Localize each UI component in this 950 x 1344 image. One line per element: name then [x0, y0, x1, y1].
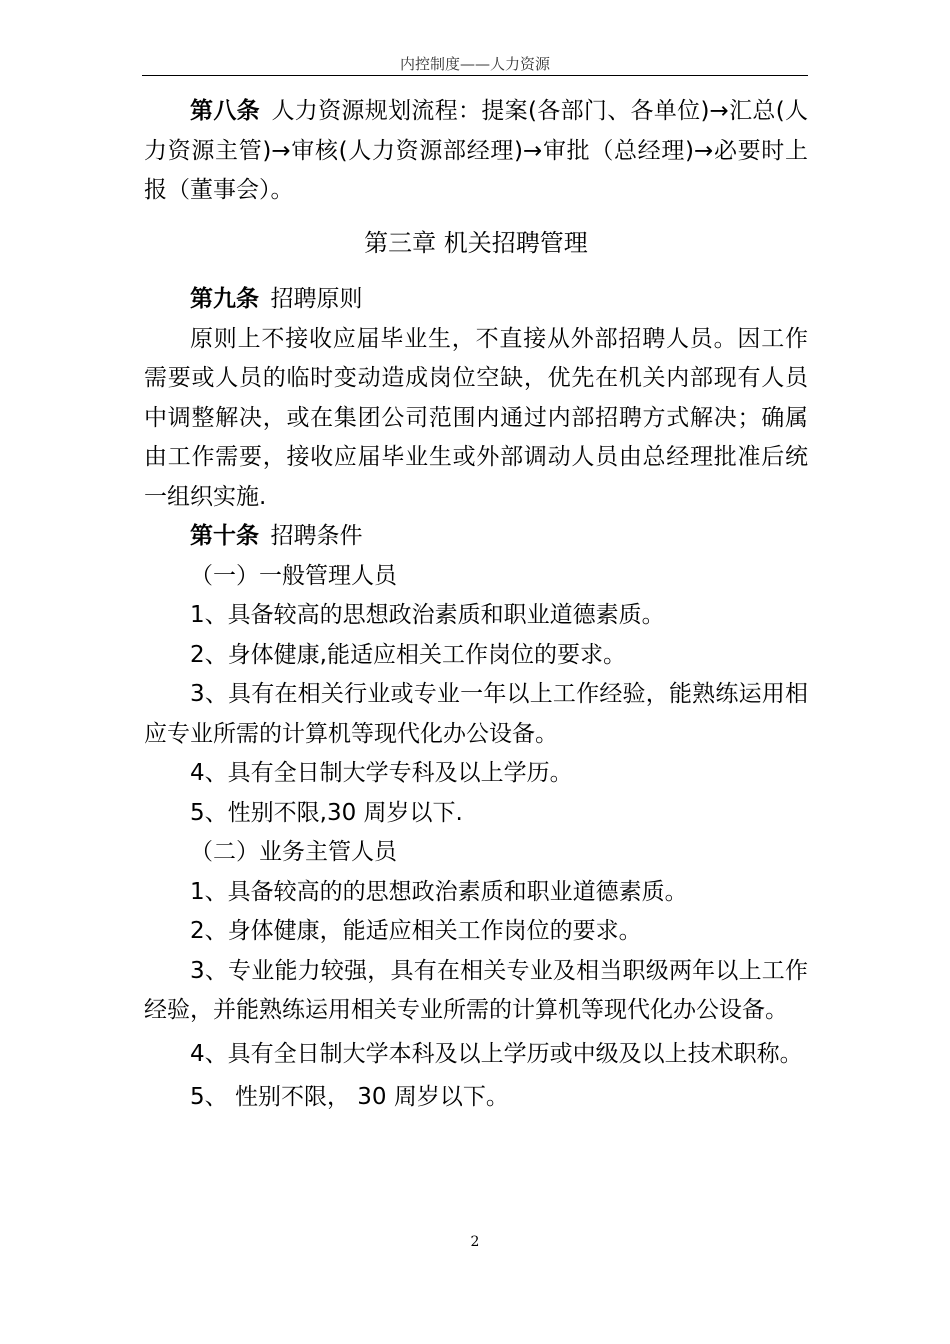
section-2-title: （二）业务主管人员 [190, 839, 397, 865]
header-divider [142, 75, 808, 76]
article-8-number: 第八条 [190, 98, 260, 124]
section-2-item: 2、身体健康，能适应相关工作岗位的要求。 [190, 918, 642, 944]
section-1-item: 2、身体健康,能适应相关工作岗位的要求。 [190, 641, 626, 668]
section-1-item: 5、性别不限,30 周岁以下. [190, 799, 463, 826]
section-2-item: 5、 性别不限， 30 周岁以下。 [190, 1084, 509, 1110]
article-9-body: 原则上不接收应届毕业生，不直接从外部招聘人员。因工作需要或人员的临时变动造成岗位空缺，优先在机关内部现有人员中调整解决，或在集团公司范围内通过内部招聘方式解决；确属由工作需要，接收应届毕业生或外部调动人员由总经理批准后统一组织实施. [144, 325, 808, 510]
article-10-number: 第十条 [190, 523, 259, 549]
section-1-item: 3、具有在相关行业或专业一年以上工作经验，能熟练运用相应专业所需的计算机等现代化办公设备。 [144, 681, 808, 747]
section-2-item: 4、具有全日制大学本科及以上学历或中级及以上技术职称。 [190, 1040, 803, 1067]
section-2-item: 3、专业能力较强，具有在相关专业及相当职级两年以上工作经验，并能熟练运用相关专业所需的计算机等现代化办公设备。 [144, 957, 808, 1023]
page-number: 2 [470, 1234, 480, 1250]
chapter-3-title: 第三章 机关招聘管理 [364, 228, 588, 257]
article-8-text: 人力资源规划流程：提案(各部门、各单位)→汇总(人力资源主管)→审核(人力资源部经理)→审批（总经理)→必要时上报（董事会）。 [144, 98, 808, 203]
article-9-number: 第九条 [190, 286, 259, 312]
article-10-heading [144, 517, 808, 557]
section-1-title: （一）一般管理人员 [190, 562, 397, 589]
article-10-heading-text: 招聘条件 [270, 523, 363, 549]
article-8-paragraph [144, 92, 808, 211]
document-body [144, 92, 808, 1118]
page-header: 内控制度——人力资源 [399, 55, 550, 73]
section-1-item: 4、具有全日制大学专科及以上学历。 [190, 760, 573, 786]
section-1-item: 1、具备较高的思想政治素质和职业道德素质。 [190, 602, 665, 628]
section-2-item: 1、具备较高的的思想政治素质和职业道德素质。 [190, 878, 688, 905]
article-9-heading-text: 招聘原则 [270, 286, 363, 312]
article-9-heading [144, 280, 808, 320]
